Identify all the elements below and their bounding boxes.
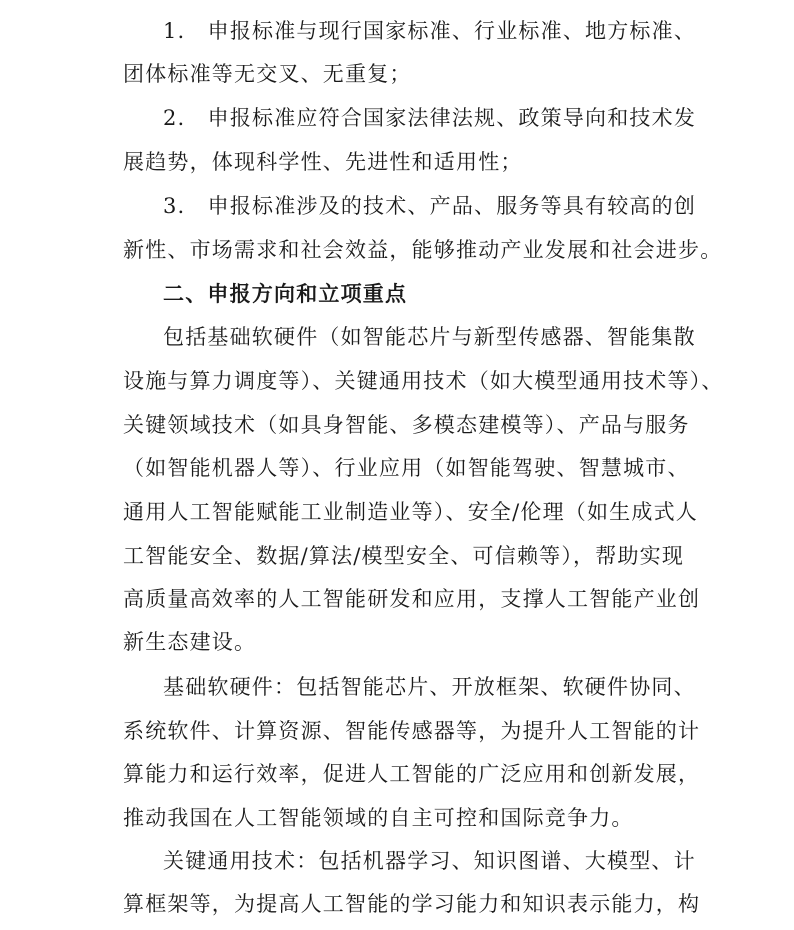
text-line-requirement-1-cont: 团体标准等无交叉、无重复； xyxy=(123,62,412,86)
text-line-overview-cont: 高质量高效率的人工智能研发和应用，支撑人工智能产业创 xyxy=(123,587,701,611)
text-line-overview-cont: 通用人工智能赋能工业制造业等）、安全/伦理（如生成式人 xyxy=(123,500,698,524)
text-line-basic-cont: 推动我国在人工智能领域的自主可控和国际竞争力。 xyxy=(123,806,634,830)
text-line-overview-cont: 工智能安全、数据/算法/模型安全、可信赖等），帮助实现 xyxy=(123,544,685,568)
text-line-basic-cont: 系统软件、计算资源、智能传感器等，为提升人工智能的计 xyxy=(123,719,701,743)
text-line-overview-cont: （如智能机器人等）、行业应用（如智能驾驶、智慧城市、 xyxy=(123,456,690,480)
text-line-basic-hardware-software: 基础软硬件：包括智能芯片、开放框架、软硬件协同、 xyxy=(163,675,696,699)
text-line-overview-cont: 设施与算力调度等）、关键通用技术（如大模型通用技术等）、 xyxy=(123,369,724,393)
text-line-basic-cont: 算能力和运行效率，促进人工智能的广泛应用和创新发展， xyxy=(123,762,701,786)
text-line-requirement-1: 1. 申报标准与现行国家标准、行业标准、地方标准、 xyxy=(163,19,697,43)
text-line-key-general-tech: 关键通用技术：包括机器学习、知识图谱、大模型、计 xyxy=(163,849,696,873)
section-heading: 二、申报方向和立项重点 xyxy=(163,282,408,306)
text-line-requirement-3: 3. 申报标准涉及的技术、产品、服务等具有较高的创 xyxy=(163,194,697,218)
text-line-overview-cont: 关键领域技术（如具身智能、多模态建模等）、产品与服务 xyxy=(123,413,690,437)
text-line-overview: 包括基础软硬件（如智能芯片与新型传感器、智能集散 xyxy=(163,325,696,349)
text-line-requirement-3-cont: 新性、市场需求和社会效益，能够推动产业发展和社会进步。 xyxy=(123,238,723,262)
text-line-requirement-2-cont: 展趋势，体现科学性、先进性和适用性； xyxy=(123,150,523,174)
text-line-key-general-tech-cont: 算框架等，为提高人工智能的学习能力和知识表示能力，构 xyxy=(123,892,701,916)
text-line-requirement-2: 2. 申报标准应符合国家法律法规、政策导向和技术发 xyxy=(163,106,697,130)
text-line-overview-cont: 新生态建设。 xyxy=(123,630,257,654)
